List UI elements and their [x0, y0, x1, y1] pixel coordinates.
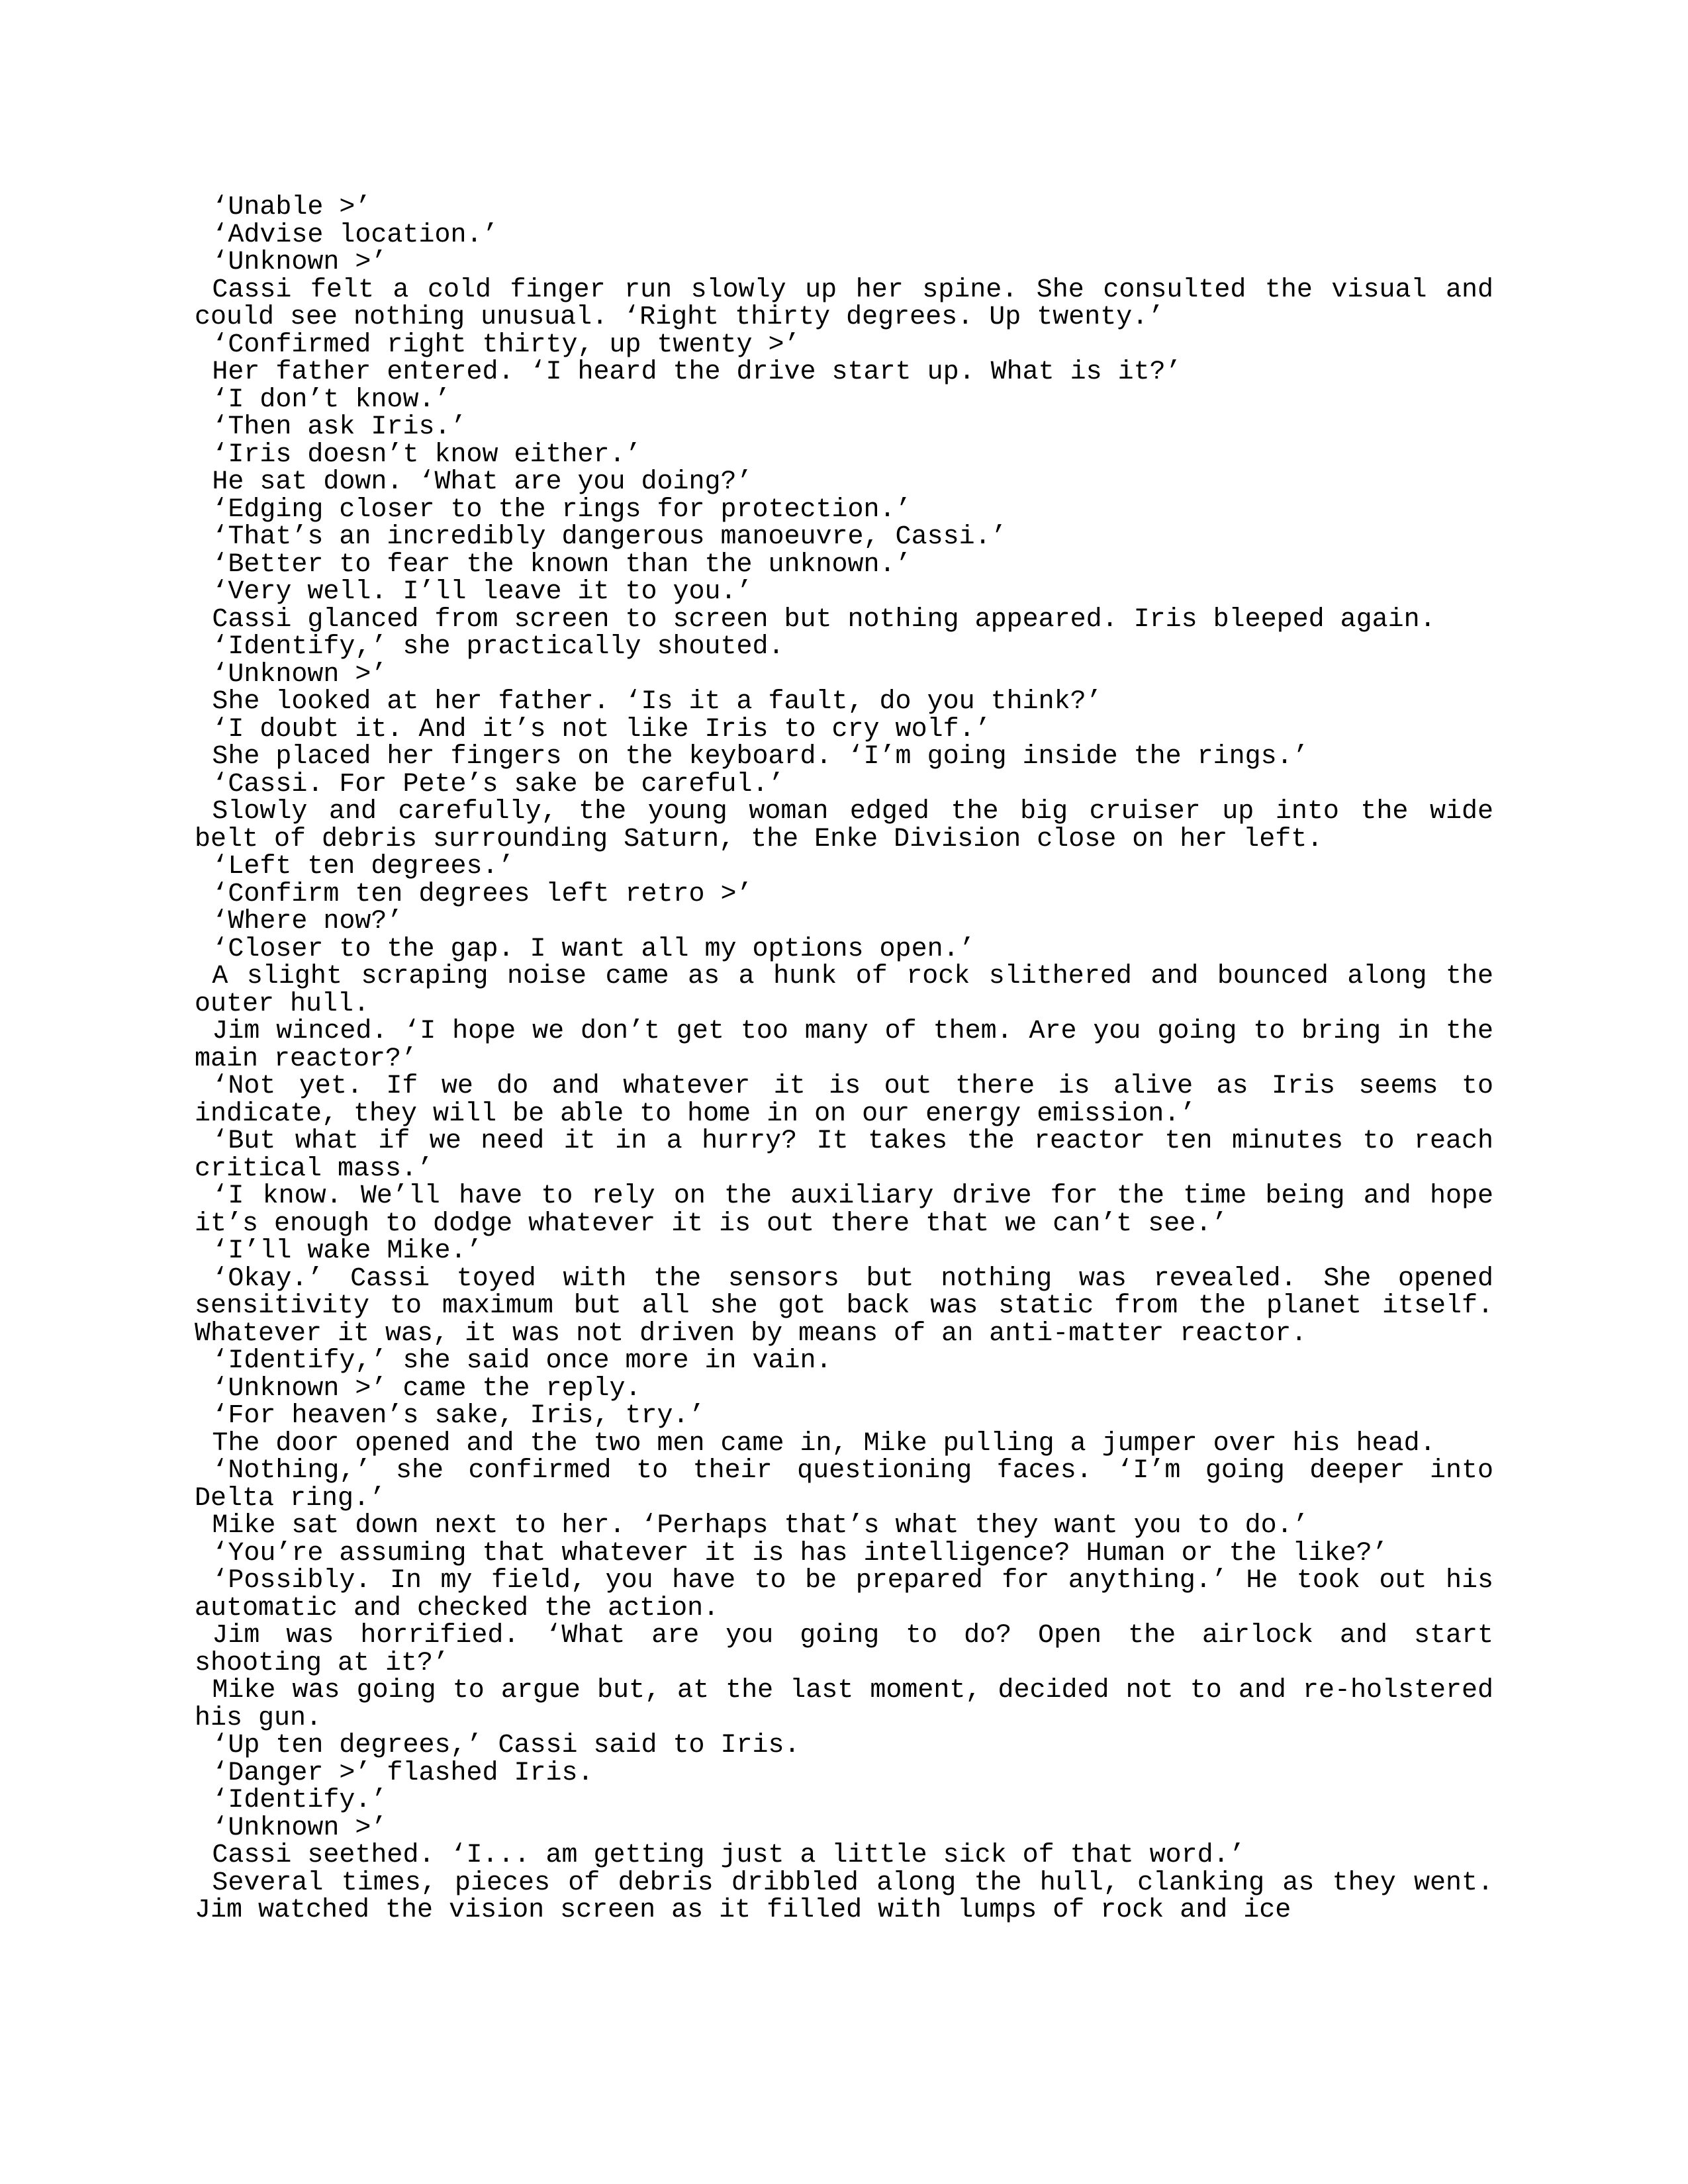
paragraph: ‘Unknown >’ — [212, 659, 387, 690]
paragraph: ‘Confirm ten degrees left retro >’ — [212, 879, 753, 909]
paragraph: ‘Possibly. In my field, you have to be prepared for anything.’ He took out his automatic and checked the action. — [195, 1566, 1493, 1623]
paragraph: Mike was going to argue but, at the last moment, decided not to and re-holstered his gun. — [195, 1676, 1493, 1733]
paragraph: ‘Very well. I’ll leave it to you.’ — [212, 577, 753, 607]
paragraph: ‘Identify,’ she said once more in vain. — [212, 1346, 832, 1376]
paragraph: Cassi glanced from screen to screen but nothing appeared. Iris bleeped again. — [212, 604, 1436, 635]
paragraph: She looked at her father. ‘Is it a fault, do you think?’ — [212, 687, 1102, 717]
paragraph: ‘Unknown >’ came the reply. — [212, 1373, 641, 1404]
paragraph: ‘I’ll wake Mike.’ — [212, 1236, 483, 1266]
paragraph: Slowly and carefully, the young woman edged the big cruiser up into the wide belt of debris surrounding Saturn, the Enke Division close on her left. — [195, 797, 1493, 854]
paragraph: ‘Advise location.’ — [212, 220, 498, 250]
paragraph: Mike sat down next to her. ‘Perhaps that’s what they want you to do.’ — [212, 1511, 1309, 1541]
paragraph: ‘You’re assuming that whatever it is has intelligence? Human or the like?’ — [212, 1538, 1388, 1569]
paragraph: Several times, pieces of debris dribbled along the hull, clanking as they went. Jim watched the vision screen as it filled with lumps of rock and ice — [195, 1868, 1493, 1925]
paragraph: ‘Nothing,’ she confirmed to their questioning faces. ‘I’m going deeper into Delta ring.’ — [195, 1456, 1493, 1514]
paragraph: ‘Left ten degrees.’ — [212, 852, 514, 882]
paragraph: ‘Better to fear the known than the unknown.’ — [212, 549, 912, 580]
paragraph: Jim winced. ‘I hope we don’t get too many of them. Are you going to bring in the main reactor?’ — [195, 1017, 1493, 1074]
paragraph: Her father entered. ‘I heard the drive start up. What is it?’ — [212, 357, 1182, 387]
paragraph: ‘I don’t know.’ — [212, 385, 451, 415]
document-page — [195, 194, 1493, 1925]
paragraph: ‘I doubt it. And it’s not like Iris to cry wolf.’ — [212, 714, 991, 745]
paragraph: ‘That’s an incredibly dangerous manoeuvre, Cassi.’ — [212, 522, 1007, 552]
paragraph: ‘Up ten degrees,’ Cassi said to Iris. — [212, 1731, 800, 1760]
paragraph: ‘For heaven’s sake, Iris, try.’ — [212, 1401, 705, 1431]
paragraph: ‘Unable >’ — [212, 193, 371, 222]
paragraph: ‘Danger >’ flashed Iris. — [212, 1758, 594, 1788]
paragraph: ‘Edging closer to the rings for protection.’ — [212, 494, 912, 525]
paragraph: ‘I know. We’ll have to rely on the auxiliary drive for the time being and hope it’s enough to dodge whatever it is out there that we can’t see.’ — [195, 1181, 1493, 1239]
paragraph: ‘Identify,’ she practically shouted. — [212, 632, 784, 662]
paragraph: ‘Not yet. If we do and whatever it is out there is alive as Iris seems to indicate, they will be able to home in on our energy emission.’ — [195, 1071, 1493, 1129]
paragraph: Cassi seethed. ‘I... am getting just a little sick of that word.’ — [212, 1841, 1245, 1870]
paragraph: ‘But what if we need it in a hurry? It takes the reactor ten minutes to reach critical mass.’ — [195, 1126, 1493, 1184]
paragraph: ‘Confirmed right thirty, up twenty >’ — [212, 330, 800, 360]
paragraph: She placed her fingers on the keyboard. ‘I’m going inside the rings.’ — [212, 742, 1309, 772]
paragraph: ‘Okay.’ Cassi toyed with the sensors but nothing was revealed. She opened sensitivity to maximum but all she got back was static from the planet itself. Whatever it was, it was not driven by means of an anti-matter reactor. — [195, 1263, 1493, 1349]
paragraph: ‘Where now?’ — [212, 907, 403, 936]
paragraph: ‘Identify.’ — [212, 1786, 387, 1815]
paragraph: Cassi felt a cold finger run slowly up her spine. She consulted the visual and could see nothing unusual. ‘Right thirty degrees. Up twenty.’ — [195, 275, 1493, 332]
paragraph: ‘Then ask Iris.’ — [212, 412, 467, 442]
paragraph: ‘Closer to the gap. I want all my options open.’ — [212, 934, 975, 964]
paragraph: ‘Cassi. For Pete’s sake be careful.’ — [212, 769, 784, 799]
paragraph: A slight scraping noise came as a hunk of rock slithered and bounced along the outer hull. — [195, 962, 1493, 1019]
paragraph: He sat down. ‘What are you doing?’ — [212, 467, 753, 497]
paragraph: The door opened and the two men came in, Mike pulling a jumper over his head. — [212, 1428, 1436, 1459]
paragraph: ‘Unknown >’ — [212, 1813, 387, 1843]
paragraph: ‘Unknown >’ — [212, 248, 387, 277]
paragraph: ‘Iris doesn’t know either.’ — [212, 439, 641, 470]
paragraph: Jim was horrified. ‘What are you going to do? Open the airlock and start shooting at it?’ — [195, 1621, 1493, 1678]
